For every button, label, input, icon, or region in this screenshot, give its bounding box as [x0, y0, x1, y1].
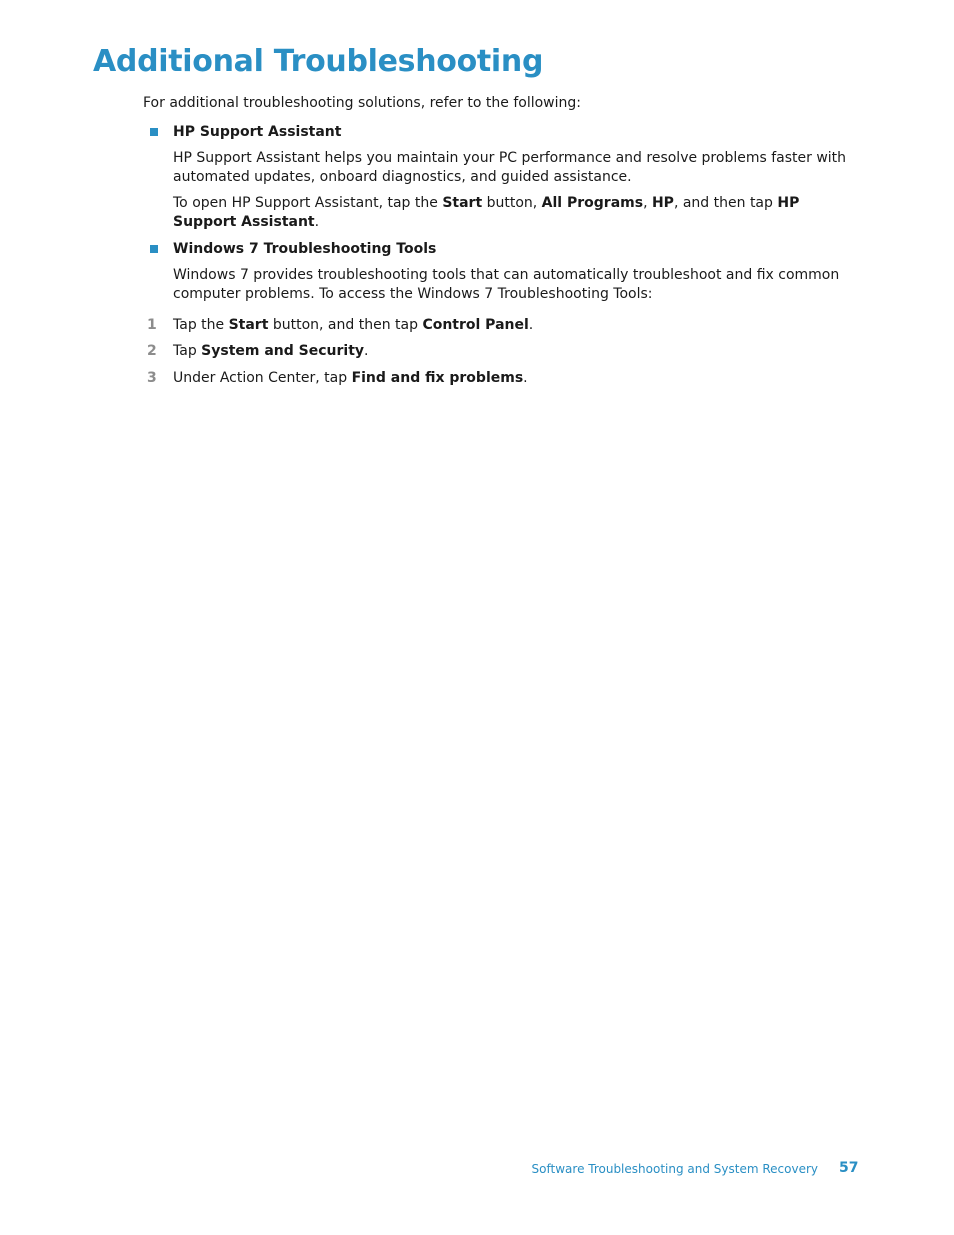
intro-text: For additional troubleshooting solutions, refer to the following:	[143, 95, 581, 111]
section-instructions-hp-support-assistant: To open HP Support Assistant, tap the Start button, All Programs, HP, and then tap HP Support Assistant.	[173, 195, 800, 230]
step-text: Under Action Center, tap Find and fix problems.	[173, 370, 528, 386]
section-heading-windows-troubleshooting: Windows 7 Troubleshooting Tools	[173, 241, 437, 257]
section-heading-hp-support-assistant: HP Support Assistant	[173, 124, 342, 140]
step-number: 3	[147, 370, 157, 386]
square-bullet-icon	[150, 245, 158, 253]
footer-section-title: Software Troubleshooting and System Recovery	[531, 1162, 818, 1176]
step-text: Tap the Start button, and then tap Control Panel.	[173, 317, 534, 333]
page-number: 57	[839, 1160, 859, 1176]
step-number: 1	[147, 317, 157, 333]
section-description-windows-troubleshooting: Windows 7 provides troubleshooting tools that can automatically troubleshoot and fix common computer problems. To access the Windows 7 Troubleshooting Tools:	[173, 267, 840, 302]
section-description-hp-support-assistant: HP Support Assistant helps you maintain your PC performance and resolve problems faster with automated updates, onboard diagnostics, and guided assistance.	[173, 150, 847, 185]
step-number: 2	[147, 343, 157, 359]
step-text: Tap System and Security.	[173, 343, 369, 359]
page-title: Additional Troubleshooting	[93, 44, 544, 79]
square-bullet-icon	[150, 128, 158, 136]
